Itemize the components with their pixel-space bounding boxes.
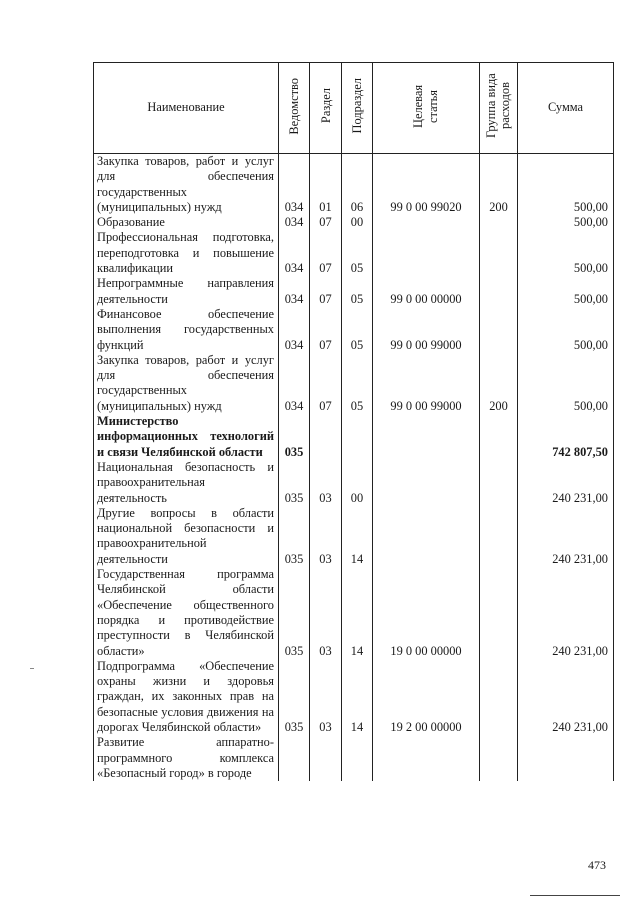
row-vedomstvo-cell: 035	[279, 460, 310, 506]
row-name-cell: Национальная безопасность и правоохранительная деятельность	[94, 460, 279, 506]
row-vedomstvo-cell: 034	[279, 154, 310, 216]
row-vedomstvo-cell: 034	[279, 307, 310, 353]
row-summa-cell: 240 231,00	[518, 506, 614, 567]
row-podrazdel-cell: 05	[342, 307, 373, 353]
table-row	[94, 460, 614, 506]
row-gruppa-cell	[480, 230, 518, 276]
row-razdel-cell	[310, 414, 342, 460]
header-vedomstvo-label: Ведомство	[287, 77, 301, 135]
row-name-cell: Профессиональная подготовка, переподготовка и повышение квалификации	[94, 230, 279, 276]
table-row	[94, 215, 614, 230]
table-body	[94, 154, 614, 782]
row-celevaya-cell: 99 0 00 99000	[373, 307, 480, 353]
table-row	[94, 506, 614, 567]
row-razdel-cell: 01	[310, 154, 342, 216]
header-gruppa	[480, 63, 518, 154]
row-razdel-cell: 03	[310, 460, 342, 506]
header-summa-label: Сумма	[547, 100, 584, 115]
row-podrazdel-cell: 05	[342, 230, 373, 276]
header-gruppa-label: Группа вида расходов	[483, 73, 512, 139]
page-number: 473	[588, 858, 606, 872]
header-celevaya-label: Целевая статья	[411, 84, 440, 128]
table-header-row	[94, 63, 614, 154]
row-name-cell: Закупка товаров, работ и услуг для обеспечения государственных (муниципальных) нужд	[94, 154, 279, 216]
row-gruppa-cell	[480, 506, 518, 567]
header-vedomstvo	[279, 63, 310, 154]
row-name-cell: Финансовое обеспечение выполнения государственных функций	[94, 307, 279, 353]
row-summa-cell: 240 231,00	[518, 659, 614, 735]
row-razdel-cell: 03	[310, 506, 342, 567]
header-name	[94, 63, 279, 154]
row-gruppa-cell	[480, 215, 518, 230]
row-name-cell: Закупка товаров, работ и услуг для обеспечения государственных (муниципальных) нужд	[94, 353, 279, 414]
row-vedomstvo-cell	[279, 735, 310, 781]
header-podrazdel	[342, 63, 373, 154]
row-vedomstvo-cell: 034	[279, 215, 310, 230]
budget-table	[93, 62, 614, 781]
row-razdel-cell: 03	[310, 567, 342, 659]
row-celevaya-cell: 99 0 00 99020	[373, 154, 480, 216]
row-name-cell: Подпрограмма «Обеспечение охраны жизни и здоровья граждан, их законных прав на безопасные условия движения на дорогах Челябинской области»	[94, 659, 279, 735]
row-podrazdel-cell: 06	[342, 154, 373, 216]
row-podrazdel-cell: 00	[342, 215, 373, 230]
row-summa-cell: 500,00	[518, 230, 614, 276]
row-razdel-cell: 07	[310, 215, 342, 230]
header-summa	[518, 63, 614, 154]
row-razdel-cell: 07	[310, 307, 342, 353]
row-gruppa-cell	[480, 735, 518, 781]
row-summa-cell: 240 231,00	[518, 567, 614, 659]
row-name-cell: Государственная программа Челябинской области «Обеспечение общественного порядка и противодействие преступности в Челябинской области»	[94, 567, 279, 659]
row-name-cell: Другие вопросы в области национальной безопасности и правоохранительной деятельности	[94, 506, 279, 567]
row-podrazdel-cell: 05	[342, 276, 373, 307]
row-razdel-cell: 03	[310, 659, 342, 735]
row-podrazdel-cell: 14	[342, 567, 373, 659]
row-podrazdel-cell	[342, 735, 373, 781]
table-row	[94, 414, 614, 460]
table-row	[94, 353, 614, 414]
row-name-cell: Развитие аппаратно-программного комплекса «Безопасный город» в городе	[94, 735, 279, 781]
row-gruppa-cell	[480, 414, 518, 460]
row-podrazdel-cell: 14	[342, 659, 373, 735]
row-razdel-cell: 07	[310, 276, 342, 307]
row-podrazdel-cell: 05	[342, 353, 373, 414]
row-name-cell: Образование	[94, 215, 279, 230]
row-celevaya-cell: 99 0 00 99000	[373, 353, 480, 414]
row-celevaya-cell: 99 0 00 00000	[373, 276, 480, 307]
row-gruppa-cell	[480, 659, 518, 735]
header-razdel-label: Раздел	[318, 88, 333, 124]
row-summa-cell: 500,00	[518, 353, 614, 414]
row-celevaya-cell: 19 2 00 00000	[373, 659, 480, 735]
row-celevaya-cell	[373, 414, 480, 460]
row-celevaya-cell	[373, 460, 480, 506]
table-row	[94, 154, 614, 216]
row-celevaya-cell	[373, 230, 480, 276]
footer-rule	[530, 895, 620, 896]
row-gruppa-cell: 200	[480, 353, 518, 414]
table-row	[94, 735, 614, 781]
row-razdel-cell: 07	[310, 230, 342, 276]
row-vedomstvo-cell: 035	[279, 659, 310, 735]
row-summa-cell: 742 807,50	[518, 414, 614, 460]
row-summa-cell	[518, 735, 614, 781]
row-celevaya-cell	[373, 215, 480, 230]
header-name-label: Наименование	[147, 100, 225, 115]
scan-mark	[30, 668, 34, 669]
row-vedomstvo-cell: 035	[279, 414, 310, 460]
row-gruppa-cell	[480, 276, 518, 307]
table-row	[94, 307, 614, 353]
row-vedomstvo-cell: 034	[279, 230, 310, 276]
row-summa-cell: 500,00	[518, 215, 614, 230]
row-razdel-cell	[310, 735, 342, 781]
table-row	[94, 567, 614, 659]
row-gruppa-cell	[480, 307, 518, 353]
row-razdel-cell: 07	[310, 353, 342, 414]
row-vedomstvo-cell: 034	[279, 276, 310, 307]
row-vedomstvo-cell: 035	[279, 506, 310, 567]
row-summa-cell: 500,00	[518, 307, 614, 353]
header-celevaya	[373, 63, 480, 154]
row-gruppa-cell	[480, 567, 518, 659]
table-row	[94, 230, 614, 276]
row-name-cell: Непрограммные направления деятельности	[94, 276, 279, 307]
row-podrazdel-cell: 00	[342, 460, 373, 506]
table-row	[94, 659, 614, 735]
row-celevaya-cell: 19 0 00 00000	[373, 567, 480, 659]
header-podrazdel-label: Подраздел	[350, 78, 364, 134]
row-vedomstvo-cell: 034	[279, 353, 310, 414]
row-celevaya-cell	[373, 506, 480, 567]
header-razdel	[310, 63, 342, 154]
row-gruppa-cell	[480, 460, 518, 506]
row-podrazdel-cell	[342, 414, 373, 460]
row-summa-cell: 500,00	[518, 276, 614, 307]
row-gruppa-cell: 200	[480, 154, 518, 216]
row-celevaya-cell	[373, 735, 480, 781]
row-name-cell: Министерство информационных технологий и связи Челябинской области	[94, 414, 279, 460]
row-summa-cell: 240 231,00	[518, 460, 614, 506]
row-podrazdel-cell: 14	[342, 506, 373, 567]
table-row	[94, 276, 614, 307]
row-summa-cell: 500,00	[518, 154, 614, 216]
row-vedomstvo-cell: 035	[279, 567, 310, 659]
